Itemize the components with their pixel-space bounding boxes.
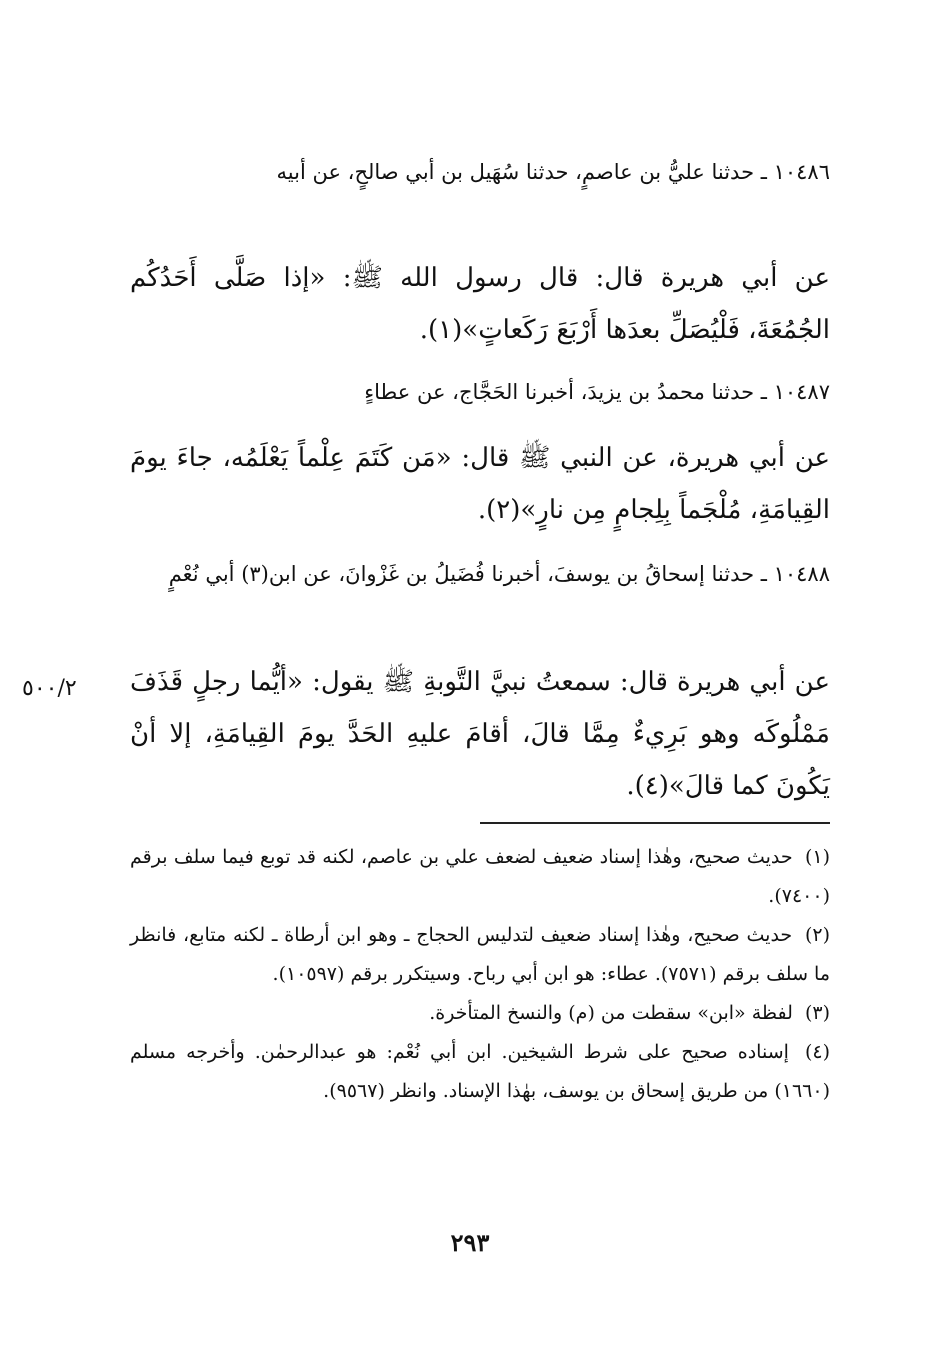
hadith-isnad-10488 xyxy=(130,552,830,596)
footnote-3 xyxy=(130,994,830,1033)
footnote-number: (٣) xyxy=(804,1002,830,1024)
footnote-4 xyxy=(130,1033,830,1111)
footnote-divider xyxy=(480,822,830,824)
footnote-2 xyxy=(130,916,830,994)
matn-text: عن أبي هريرة قال: قال رسول الله ﷺ: «إذا صَلَّى أَحَدُكُم الجُمُعَةَ، فَلْيُصَلِّ بعدَها أَرْبَعَ رَكَعاتٍ» xyxy=(130,263,830,345)
hadith-matn-10487 xyxy=(130,432,830,536)
footnote-number: (٢) xyxy=(804,924,830,946)
footnote-text: حديث صحيح، وهٰذا إسناد ضعيف لتدليس الحجاج ـ وهو ابن أرطاة ـ لكنه متابع، فانظر ما سلف برقم (٧٥٧١). عطاء: هو ابن أبي رباح. وسيتكرر برقم (١٠٥٩٧). xyxy=(130,924,830,985)
isnad-text: ـ حدثنا عليُّ بن عاصمٍ، حدثنا سُهَيل بن أبي صالحٍ، عن أبيه xyxy=(276,160,767,184)
hadith-number: ١٠٤٨٨ xyxy=(773,562,830,586)
footnote-text: لفظة «ابن» سقطت من (م) والنسخ المتأخرة. xyxy=(429,1002,793,1024)
footnote-ref: (٢). xyxy=(477,495,521,525)
footnote-number: (١) xyxy=(804,846,830,868)
hadith-number: ١٠٤٨٦ xyxy=(773,160,830,184)
margin-volume-page-note: ٥٠٠/٢ xyxy=(22,676,77,701)
hadith-matn-10488 xyxy=(130,656,830,812)
hadith-isnad-10486 xyxy=(130,150,830,194)
hadith-matn-10486 xyxy=(130,252,830,356)
isnad-text: ـ حدثنا محمدُ بن يزيدَ، أخبرنا الحَجَّاج، عن عطاءٍ xyxy=(364,380,767,404)
footnote-ref: (١). xyxy=(419,315,463,345)
hadith-isnad-10487 xyxy=(130,370,830,414)
page-number: ٢٩٣ xyxy=(450,1228,490,1257)
matn-text: عن أبي هريرة، عن النبي ﷺ قال: «مَن كَتَمَ عِلْماً يَعْلَمُه، جاءَ يومَ القِيامَةِ، مُلْجَماً بِلِجامٍ مِن نارٍ» xyxy=(130,443,830,525)
footnote-text: حديث صحيح، وهٰذا إسناد ضعيف لضعف علي بن عاصم، لكنه قد توبع فيما سلف برقم (٧٤٠٠). xyxy=(130,846,830,907)
footnote-ref: (٤). xyxy=(626,771,669,801)
matn-text: عن أبي هريرة قال: سمعتُ نبيَّ التَّوبةِ ﷺ يقول: «أيُّما رجلٍ قَذَفَ مَمْلُوكَه وهو بَرِيءٌ مِمَّا قالَ، أقامَ عليهِ الحَدَّ يومَ القِيامَةِ، إلا أنْ يَكُونَ كما قالَ» xyxy=(130,667,830,801)
isnad-text: ـ حدثنا إسحاقُ بن يوسفَ، أخبرنا فُضَيلُ بن غَزْوانَ، عن ابن(٣) أبي نُعْمٍ xyxy=(168,562,767,586)
footnote-text: إسناده صحيح على شرط الشيخين. ابن أبي نُعْم: هو عبدالرحمٰن. وأخرجه مسلم (١٦٦٠) من طريق إسحاق بن يوسف، بهٰذا الإسناد. وانظر (٩٥٦٧). xyxy=(130,1041,830,1102)
footnote-1 xyxy=(130,838,830,916)
footnote-number: (٤) xyxy=(804,1041,830,1063)
hadith-number: ١٠٤٨٧ xyxy=(773,380,830,404)
footnotes xyxy=(130,838,830,1111)
